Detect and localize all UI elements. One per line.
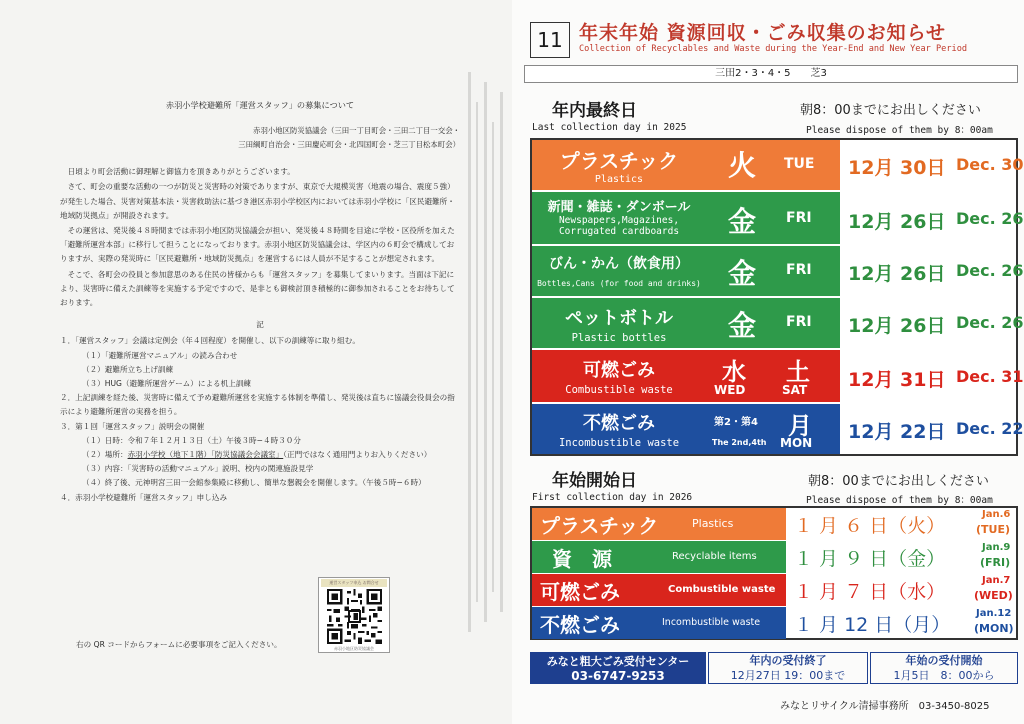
center-name: みなと粗大ごみ受付センター (532, 654, 704, 669)
table-row (532, 541, 1016, 573)
new-year-acceptance (870, 652, 1018, 684)
list-subitem: （２）場所：赤羽小学校（地下１階）「防災協議会会議室」（正門ではなく通用門よりお入りください） (82, 450, 432, 460)
end-of-year-acceptance (708, 652, 868, 684)
waste-type-cell: ペットボトル Plastic bottles (532, 298, 706, 348)
waste-type-cell: びん・かん（飲食用） Bottles,Cans (for food and drinks) (532, 246, 706, 296)
center-phone: 03-6747-9253 (532, 669, 704, 684)
date-cell: 12月 30日 Dec. 30 (848, 155, 1024, 179)
table-row (532, 192, 1024, 244)
new-year-note-en: Please dispose of them by 8：00am (806, 495, 993, 506)
new-year-note: 朝8：00までにお出しください (808, 474, 989, 489)
qr-code-card[interactable] (318, 577, 390, 653)
paragraph: 日頃より町会活動に御理解と御協力を頂きありがとうございます。 (67, 167, 295, 177)
end-accept-value: 12月27日 19：00まで (730, 669, 846, 682)
page-subtitle: Collection of Recyclables and Waste during the Year-End and New Year Period (579, 44, 968, 54)
list-subitem: （４）終了後、元神明宮三田一会館参集殿に移動し、簡単な懇親会を開催します。（午後５時−６時） (82, 478, 426, 488)
year-end-note-en: Please dispose of them by 8：00am (806, 125, 993, 136)
list-subitem: （３）内容：「災害時の活動マニュアル」説明、校内の関連施設見学 (82, 464, 314, 474)
weekday-cell: 水 WED 土 SAT (706, 350, 840, 402)
footer-contact: みなとリサイクル清掃事務所 03-3450-8025 (780, 701, 990, 712)
date-cell: １ 月 12 日（月） Jan.12 (MON) (794, 608, 1014, 636)
end-accept-label: 年内の受付終了 (749, 654, 827, 667)
new-year-table (530, 506, 1018, 640)
notice-title: 赤羽小学校避難所「運営スタッフ」の募集について (165, 100, 355, 110)
date-cell: 12月 26日 Dec. 26 (848, 209, 1024, 233)
date-cell: 12月 22日 Dec. 22 (848, 419, 1024, 443)
waste-type-cell: プラスチック Plastics (532, 140, 706, 190)
table-row (532, 404, 1024, 454)
table-row (532, 298, 1024, 348)
page-number: 11 (530, 22, 570, 58)
right-page (512, 0, 1024, 724)
qr-footer: 赤羽小地区防災協議会 (334, 646, 374, 651)
ki-heading: 記 (256, 320, 264, 330)
table-row (532, 246, 1024, 296)
paragraph: その運営は、発災後４８時間までは赤羽小地区防災協議会が担い、発災後４８時間を目途に学校・区役所を加えた「避難所運営本部」に移行して担うことになっております。赤羽小地区防災協議会は、学区内の６町会で構成しておりますが、実際の発災時に「区民避難所・地域防災拠点」を運営するには人員が不足することが想定されます。 (60, 226, 455, 264)
list-subitem: （２）避難所立ち上げ訓練 (82, 364, 174, 374)
weekday-cell: 金 FRI (706, 192, 840, 244)
date-cell: １ 月 ７ 日（水） Jan.7 (WED) (794, 575, 1013, 603)
table-row (532, 350, 1024, 402)
weekday-cell: 第2・第4 The 2nd,4th 月 MON (706, 404, 840, 454)
qr-caption: 運営スタッフ申込 お問合せ (321, 579, 387, 587)
waste-type-cell: 不燃ごみ Incombustible waste (532, 607, 786, 639)
date-cell: 12月 26日 Dec. 26 (848, 313, 1024, 337)
waste-type-cell: 可燃ごみ Combustible waste (532, 350, 706, 402)
list-subitem: （１）日時：令和７年１２月１３日（土）午後３時−４時３０分 (82, 435, 301, 445)
area-bar: 三田2・3・4・5 芝3 (524, 65, 1018, 83)
list-subitem: （１）「避難所運営マニュアル」の読み合わせ (82, 350, 238, 360)
page-title: 年末年始 資源回収・ごみ収集のお知らせ (579, 22, 947, 44)
bulky-waste-center (530, 652, 706, 684)
weekday-cell: 金 FRI (706, 246, 840, 296)
qr-code-icon[interactable] (327, 589, 382, 644)
list-item: ３．第１回「運営スタッフ」説明会の開催 (60, 421, 205, 431)
qr-instruction: 右の QR コードからフォームに必要事項をご記入ください。 (76, 640, 282, 649)
paragraph: そこで、各町会の役員と参加意思のある住民の皆様からも「運営スタッフ」を募集してまいります。当面は下記により、災害時に備えた訓練等を実施する予定ですので、是非とも御検討頂き積極的に御参加されることをお待ちしております。 (60, 269, 455, 308)
date-cell: １ 月 ６ 日（火） Jan.6 (TUE) (794, 509, 1011, 537)
paragraph: さて、町会の重要な活動の一つが防災と災害時の対策でありますが、東京で大規模災害（地震の場合、震度５強）が発生した場合、災害対策基本法・災害救助法に基づき港区赤羽小学校区内においては赤羽小学校に「区民避難所・地域防災拠点」が開設されます。 (60, 182, 455, 220)
list-item: ２．上記訓練を経た後、災害時に備えて予め避難所運営を実施する体制を準備し、発災後は直ちに協議会役員会の指示により避難所運営の実務を担う。 (60, 393, 455, 417)
waste-type-cell: 不燃ごみ Incombustible waste (532, 404, 706, 454)
weekday-cell: 金 FRI (706, 298, 840, 348)
year-end-heading: 年内最終日 (552, 101, 637, 121)
recruitment-notice (60, 98, 460, 505)
list-subitem: （３）HUG（避難所運営ゲーム）による机上訓練 (82, 379, 252, 389)
new-year-heading: 年始開始日 (552, 471, 637, 491)
date-cell: １ 月 ９ 日（金） Jan.9 (FRI) (794, 542, 1011, 570)
waste-type-cell: 新聞・雑誌・ダンボール Newspapers,Magazines, Corrugated cardboards (532, 192, 706, 244)
date-cell: 12月 31日 Dec. 31 (848, 367, 1024, 391)
bleed-through-text (462, 62, 508, 652)
date-cell: 12月 26日 Dec. 26 (848, 261, 1024, 285)
list-item: １．「運営スタッフ」会議は定例会（年４回程度）を開催し、以下の訓練等に取り組む。 (60, 336, 360, 346)
table-row (532, 607, 1016, 639)
waste-type-cell: プラスチック Plastics (532, 508, 786, 540)
weekday-cell: 火 TUE (706, 140, 840, 190)
table-row (532, 140, 1024, 190)
year-end-heading-en: Last collection day in 2025 (532, 122, 687, 133)
waste-type-cell: 可燃ごみ Combustible waste (532, 574, 786, 606)
start-accept-value: 1月5日 8：00から (893, 669, 995, 682)
list-item: ４．赤羽小学校避難所「運営スタッフ」申し込み (60, 492, 228, 502)
waste-type-cell: 資 源 Recyclable items (532, 541, 786, 573)
table-row (532, 574, 1016, 606)
new-year-heading-en: First collection day in 2026 (532, 492, 693, 503)
notice-organization: 赤羽小地区防災協議会（三田一丁目町会・三田二丁目一交会・ 三田綱町自治会・三田慶応町会・北四国町会・芝三丁目松本町会） (238, 126, 460, 149)
start-accept-label: 年始の受付開始 (905, 654, 983, 667)
year-end-note: 朝8：00までにお出しください (800, 103, 981, 118)
year-end-table (530, 138, 1024, 456)
table-row (532, 508, 1016, 540)
